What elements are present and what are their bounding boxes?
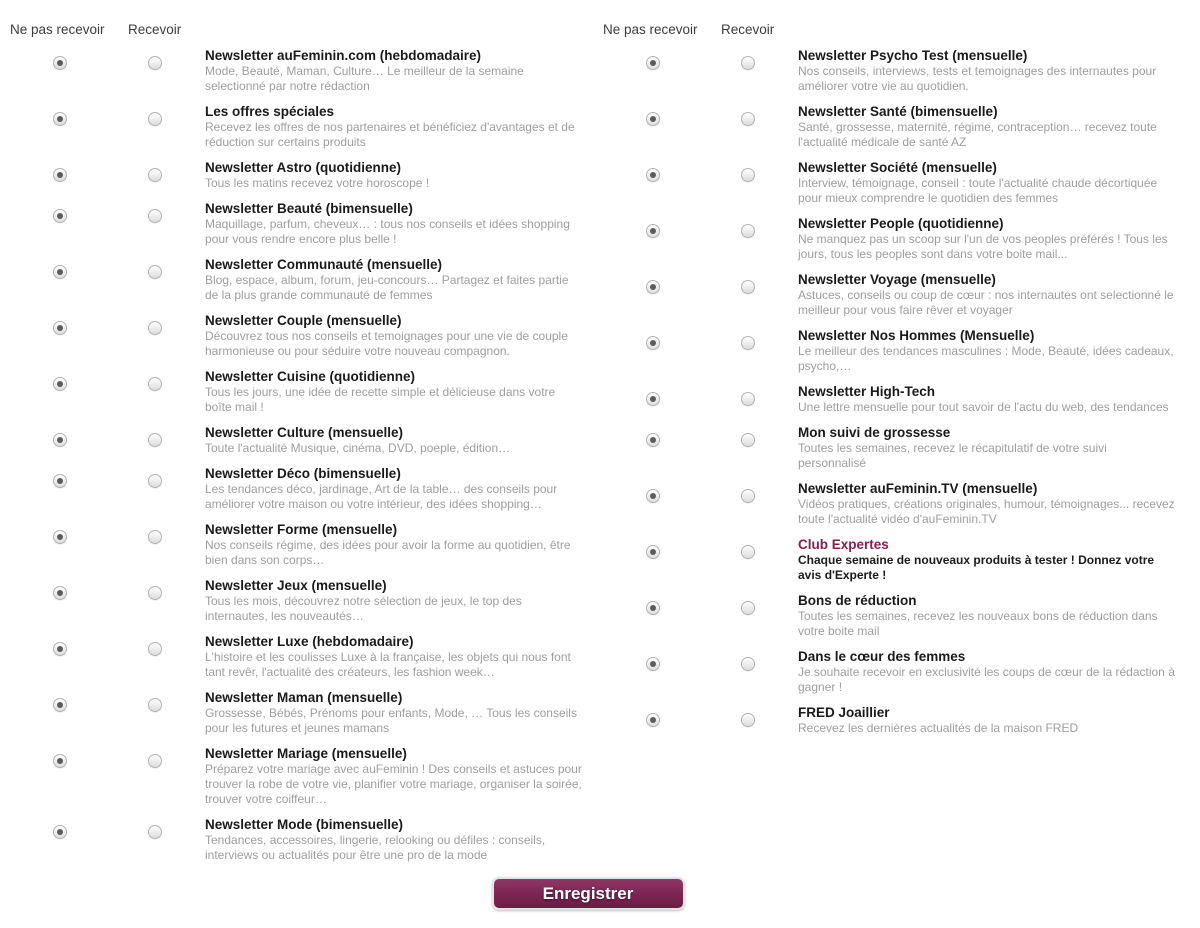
newsletter-title: Newsletter Maman (mensuelle) [205, 690, 403, 705]
radio-recevoir[interactable] [741, 489, 755, 503]
recevoir-cell [110, 521, 200, 568]
newsletter-description: L'histoire et les coulisses Luxe à la française, les objets qui nous font tant revêr, l'actualité des créateurs, les fashion week… [205, 650, 571, 679]
ne-pas-recevoir-cell [603, 159, 703, 206]
newsletter-title: Mon suivi de grossesse [798, 425, 951, 440]
radio-ne-pas-recevoir[interactable] [53, 642, 67, 656]
newsletter-title: Newsletter Santé (bimensuelle) [798, 104, 998, 119]
newsletter-description: Découvrez tous nos conseils et temoignages pour une vie de couple harmonieuse ou pour séduire votre nouveau compagnon. [205, 329, 568, 358]
newsletter-description: Tendances, accessoires, lingerie, relooking ou défiles : conseils, interviews ou actualités pour être une pro de la mode [205, 833, 546, 862]
ne-pas-recevoir-cell [603, 327, 703, 374]
radio-recevoir[interactable] [741, 545, 755, 559]
newsletter-info [200, 521, 583, 568]
newsletter-title: Newsletter Mode (bimensuelle) [205, 817, 404, 832]
newsletter-row [603, 215, 1196, 262]
radio-dot [57, 534, 63, 540]
newsletter-description: Les tendances déco, jardinage, Art de la table… des conseils pour améliorer votre maison ou votre intérieur, des idées shopping… [205, 482, 558, 511]
recevoir-cell [110, 368, 200, 415]
radio-ne-pas-recevoir[interactable] [53, 112, 67, 126]
newsletter-row [10, 312, 603, 359]
radio-recevoir[interactable] [148, 377, 162, 391]
newsletter-description: Blog, espace, album, forum, jeu-concours… Partagez et faites partie de la plus grande communauté de femmes [205, 273, 569, 302]
newsletter-description: Recevez les dernières actualités de la maison FRED [798, 721, 1079, 735]
newsletter-row [10, 47, 603, 94]
recevoir-cell [703, 271, 793, 318]
radio-dot [650, 172, 656, 178]
recevoir-cell [110, 465, 200, 512]
newsletter-row [10, 689, 603, 736]
newsletter-row [603, 536, 1196, 583]
newsletter-row [603, 271, 1196, 318]
radio-dot [650, 605, 656, 611]
ne-pas-recevoir-cell [10, 633, 110, 680]
recevoir-cell [110, 47, 200, 94]
ne-pas-recevoir-cell [603, 103, 703, 150]
ne-pas-recevoir-cell [10, 103, 110, 150]
radio-recevoir[interactable] [148, 698, 162, 712]
newsletter-info [200, 47, 583, 94]
newsletter-title: Newsletter Nos Hommes (Mensuelle) [798, 328, 1035, 343]
radio-dot [650, 396, 656, 402]
ne-pas-recevoir-cell [603, 271, 703, 318]
newsletter-row [10, 368, 603, 415]
newsletter-row [10, 465, 603, 512]
radio-recevoir[interactable] [741, 657, 755, 671]
newsletter-title: Newsletter Voyage (mensuelle) [798, 272, 996, 287]
radio-dot [57, 590, 63, 596]
radio-ne-pas-recevoir[interactable] [646, 713, 660, 727]
newsletter-description: Astuces, conseils ou coup de cœur : nos internautes ont selectionné le meilleur pour vous faire rêver et voyager [798, 288, 1174, 317]
radio-dot [57, 758, 63, 764]
recevoir-cell [110, 577, 200, 624]
recevoir-cell [110, 816, 200, 863]
radio-ne-pas-recevoir[interactable] [53, 754, 67, 768]
newsletter-title: Newsletter Forme (mensuelle) [205, 522, 398, 537]
radio-recevoir[interactable] [741, 224, 755, 238]
ne-pas-recevoir-cell [10, 47, 110, 94]
newsletter-title: Newsletter Couple (mensuelle) [205, 313, 402, 328]
radio-ne-pas-recevoir[interactable] [53, 377, 67, 391]
radio-recevoir[interactable] [148, 530, 162, 544]
newsletter-title: Club Expertes [798, 537, 889, 552]
radio-dot [57, 213, 63, 219]
newsletter-title: Newsletter Luxe (hebdomadaire) [205, 634, 414, 649]
radio-ne-pas-recevoir[interactable] [53, 168, 67, 182]
ne-pas-recevoir-cell [10, 312, 110, 359]
newsletter-row [603, 327, 1196, 374]
newsletter-title: Newsletter Déco (bimensuelle) [205, 466, 401, 481]
newsletter-description: Chaque semaine de nouveaux produits à tester ! Donnez votre avis d'Experte ! [798, 553, 1155, 582]
newsletter-row [10, 816, 603, 863]
radio-dot [650, 717, 656, 723]
radio-dot [57, 116, 63, 122]
radio-dot [650, 60, 656, 66]
ne-pas-recevoir-cell [10, 465, 110, 512]
radio-ne-pas-recevoir[interactable] [53, 825, 67, 839]
newsletter-info [200, 312, 583, 359]
ne-pas-recevoir-cell [10, 368, 110, 415]
radio-ne-pas-recevoir[interactable] [646, 280, 660, 294]
radio-ne-pas-recevoir[interactable] [53, 265, 67, 279]
ne-pas-recevoir-cell [603, 704, 703, 736]
newsletter-row [10, 159, 603, 191]
radio-recevoir[interactable] [148, 265, 162, 279]
radio-recevoir[interactable] [148, 586, 162, 600]
header-ne-pas-recevoir: Ne pas recevoir [10, 22, 105, 37]
newsletter-row [10, 633, 603, 680]
newsletter-info [793, 648, 1176, 695]
newsletter-info [793, 480, 1176, 527]
newsletter-row [603, 424, 1196, 471]
newsletter-title: Bons de réduction [798, 593, 917, 608]
newsletter-row [10, 424, 603, 456]
ne-pas-recevoir-cell [10, 424, 110, 456]
recevoir-cell [110, 745, 200, 807]
newsletter-columns [10, 22, 1200, 872]
radio-recevoir[interactable] [148, 209, 162, 223]
newsletter-info [200, 159, 583, 191]
radio-ne-pas-recevoir[interactable] [53, 209, 67, 223]
radio-dot [57, 381, 63, 387]
recevoir-cell [703, 103, 793, 150]
newsletter-row [10, 200, 603, 247]
newsletter-list-left [10, 47, 603, 863]
recevoir-cell [110, 256, 200, 303]
newsletter-row [603, 592, 1196, 639]
recevoir-cell [110, 159, 200, 191]
newsletter-description: Une lettre mensuelle pour tout savoir de l'actu du web, des tendances [798, 400, 1169, 414]
actions-bar [10, 877, 1200, 928]
radio-ne-pas-recevoir[interactable] [646, 168, 660, 182]
radio-dot [650, 340, 656, 346]
newsletter-description: Mode, Beauté, Maman, Culture… Le meilleur de la semaine selectionné par notre rédaction [205, 64, 524, 93]
newsletter-column-right [603, 22, 1196, 872]
newsletter-description: Santé, grossesse, maternité, régime, contraception… recevez toute l'actualité médicale de santé AZ [798, 120, 1157, 149]
recevoir-cell [703, 424, 793, 471]
newsletter-info [200, 577, 583, 624]
newsletter-description: Tous les mois, découvrez notre sélection de jeux, le top des internautes, les nouveautés… [205, 594, 522, 623]
radio-recevoir[interactable] [741, 392, 755, 406]
column-header-right [603, 22, 1196, 37]
newsletter-title: Newsletter auFeminin.com (hebdomadaire) [205, 48, 482, 63]
newsletter-row [603, 383, 1196, 415]
newsletter-title: Newsletter People (quotidienne) [798, 216, 1004, 231]
recevoir-cell [110, 424, 200, 456]
radio-recevoir[interactable] [741, 336, 755, 350]
newsletter-info [793, 215, 1176, 262]
newsletter-info [793, 271, 1176, 318]
recevoir-cell [703, 327, 793, 374]
newsletter-info [200, 200, 583, 247]
newsletter-info [793, 536, 1176, 583]
radio-dot [650, 493, 656, 499]
newsletter-info [793, 424, 1176, 471]
newsletter-title: Newsletter Jeux (mensuelle) [205, 578, 387, 593]
radio-recevoir[interactable] [148, 56, 162, 70]
radio-recevoir[interactable] [148, 825, 162, 839]
radio-ne-pas-recevoir[interactable] [53, 530, 67, 544]
newsletter-title: Newsletter Société (mensuelle) [798, 160, 997, 175]
radio-ne-pas-recevoir[interactable] [646, 657, 660, 671]
newsletter-description: Tous les matins recevez votre horoscope ! [205, 176, 430, 190]
radio-recevoir[interactable] [148, 112, 162, 126]
radio-ne-pas-recevoir[interactable] [53, 321, 67, 335]
newsletter-description: Grossesse, Bébés, Prénoms pour enfants, Mode, … Tous les conseils pour les futures et jeunes mamans [205, 706, 577, 735]
ne-pas-recevoir-cell [10, 256, 110, 303]
recevoir-cell [703, 648, 793, 695]
newsletter-title: Newsletter Astro (quotidienne) [205, 160, 402, 175]
radio-dot [57, 646, 63, 652]
ne-pas-recevoir-cell [10, 159, 110, 191]
radio-recevoir[interactable] [741, 168, 755, 182]
newsletter-info [793, 327, 1176, 374]
newsletter-info [200, 256, 583, 303]
radio-dot [57, 702, 63, 708]
recevoir-cell [703, 383, 793, 415]
newsletter-row [603, 47, 1196, 94]
radio-recevoir[interactable] [148, 474, 162, 488]
radio-ne-pas-recevoir[interactable] [646, 112, 660, 126]
ne-pas-recevoir-cell [603, 592, 703, 639]
radio-dot [650, 116, 656, 122]
radio-recevoir[interactable] [741, 601, 755, 615]
radio-dot [650, 549, 656, 555]
radio-ne-pas-recevoir[interactable] [53, 586, 67, 600]
ne-pas-recevoir-cell [10, 745, 110, 807]
newsletter-info [793, 159, 1176, 206]
radio-dot [57, 269, 63, 275]
radio-dot [57, 478, 63, 484]
newsletter-info [793, 592, 1176, 639]
radio-ne-pas-recevoir[interactable] [646, 224, 660, 238]
newsletter-info [793, 47, 1176, 94]
newsletter-description: Nos conseils régime, des idées pour avoir la forme au quotidien, être bien dans son corps… [205, 538, 571, 567]
ne-pas-recevoir-cell [10, 816, 110, 863]
ne-pas-recevoir-cell [10, 200, 110, 247]
column-header-left [10, 22, 603, 37]
radio-recevoir[interactable] [741, 56, 755, 70]
radio-ne-pas-recevoir[interactable] [53, 474, 67, 488]
newsletter-info [793, 383, 1176, 415]
newsletter-row [10, 577, 603, 624]
radio-dot [57, 172, 63, 178]
ne-pas-recevoir-cell [603, 215, 703, 262]
newsletter-title: Newsletter Mariage (mensuelle) [205, 746, 407, 761]
recevoir-cell [110, 312, 200, 359]
recevoir-cell [703, 159, 793, 206]
newsletter-description: Toutes les semaines, recevez les nouveaux bons de réduction dans votre boite mail [798, 609, 1158, 638]
ne-pas-recevoir-cell [603, 47, 703, 94]
radio-recevoir[interactable] [741, 433, 755, 447]
newsletter-title: FRED Joaillier [798, 705, 890, 720]
radio-dot [57, 437, 63, 443]
newsletter-title: Newsletter Communauté (mensuelle) [205, 257, 443, 272]
newsletter-description: Nos conseils, interviews, tests et temoignages des internautes pour améliorer votre vie au quotidien. [798, 64, 1157, 93]
newsletter-row [603, 480, 1196, 527]
newsletter-title: Newsletter auFeminin.TV (mensuelle) [798, 481, 1038, 496]
recevoir-cell [703, 704, 793, 736]
radio-ne-pas-recevoir[interactable] [646, 489, 660, 503]
newsletter-info [200, 424, 583, 456]
newsletter-description: Maquillage, parfum, cheveux… : tous nos conseils et idées shopping pour vous rendre encore plus belle ! [205, 217, 570, 246]
recevoir-cell [110, 633, 200, 680]
ne-pas-recevoir-cell [603, 383, 703, 415]
radio-recevoir[interactable] [148, 321, 162, 335]
newsletter-description: Toutes les semaines, recevez le récapitulatif de votre suivi personnalisé [798, 441, 1107, 470]
radio-dot [650, 284, 656, 290]
header-recevoir: Recevoir [721, 22, 775, 37]
radio-dot [57, 60, 63, 66]
radio-ne-pas-recevoir[interactable] [646, 392, 660, 406]
radio-ne-pas-recevoir[interactable] [646, 336, 660, 350]
newsletter-row [603, 648, 1196, 695]
newsletter-row [10, 521, 603, 568]
radio-recevoir[interactable] [148, 754, 162, 768]
radio-dot [650, 228, 656, 234]
radio-dot [57, 325, 63, 331]
newsletter-description: Préparez votre mariage avec auFeminin ! Des conseils et astuces pour trouver la robe de votre vie, planifier votre mariage, organiser la soirée, trouver votre coiffeur… [205, 762, 582, 806]
recevoir-cell [110, 689, 200, 736]
recevoir-cell [110, 103, 200, 150]
radio-ne-pas-recevoir[interactable] [646, 545, 660, 559]
newsletter-row [10, 745, 603, 807]
newsletter-title: Newsletter Cuisine (quotidienne) [205, 369, 416, 384]
newsletter-title: Newsletter Culture (mensuelle) [205, 425, 404, 440]
newsletter-row [603, 704, 1196, 736]
newsletter-description: Je souhaite recevoir en exclusivité les coups de cœur de la rédaction à gagner ! [798, 665, 1175, 694]
newsletter-info [200, 745, 583, 807]
newsletter-title: Les offres spéciales [205, 104, 335, 119]
newsletter-row [10, 256, 603, 303]
newsletter-info [200, 368, 583, 415]
newsletter-row [603, 103, 1196, 150]
radio-dot [650, 661, 656, 667]
newsletter-info [200, 689, 583, 736]
radio-ne-pas-recevoir[interactable] [53, 698, 67, 712]
header-ne-pas-recevoir: Ne pas recevoir [603, 22, 698, 37]
newsletter-info [793, 704, 1176, 736]
radio-recevoir[interactable] [148, 168, 162, 182]
recevoir-cell [703, 47, 793, 94]
ne-pas-recevoir-cell [603, 536, 703, 583]
radio-ne-pas-recevoir[interactable] [53, 56, 67, 70]
recevoir-cell [110, 200, 200, 247]
ne-pas-recevoir-cell [10, 521, 110, 568]
newsletter-info [200, 103, 583, 150]
radio-recevoir[interactable] [148, 433, 162, 447]
newsletter-title: Newsletter High-Tech [798, 384, 936, 399]
newsletter-row [10, 103, 603, 150]
newsletter-info [200, 633, 583, 680]
ne-pas-recevoir-cell [10, 577, 110, 624]
newsletter-title: Newsletter Psycho Test (mensuelle) [798, 48, 1028, 63]
newsletter-description: Recevez les offres de nos partenaires et bénéficiez d'avantages et de réduction sur certains produits [205, 120, 575, 149]
newsletter-description: Interview, témoignage, conseil : toute l'actualité chaude décortiquée pour mieux comprendre le quotidien des femmes [798, 176, 1158, 205]
newsletter-title: Dans le cœur des femmes [798, 649, 966, 664]
ne-pas-recevoir-cell [603, 424, 703, 471]
radio-ne-pas-recevoir[interactable] [646, 601, 660, 615]
radio-recevoir[interactable] [741, 280, 755, 294]
newsletter-description: Ne manquez pas un scoop sur l'un de vos peoples préférés ! Tous les jours, tous les peoples sont dans votre boite mail... [798, 232, 1168, 261]
newsletter-row [603, 159, 1196, 206]
radio-ne-pas-recevoir[interactable] [646, 56, 660, 70]
ne-pas-recevoir-cell [10, 689, 110, 736]
recevoir-cell [703, 215, 793, 262]
radio-recevoir[interactable] [741, 713, 755, 727]
radio-ne-pas-recevoir[interactable] [646, 433, 660, 447]
ne-pas-recevoir-cell [603, 480, 703, 527]
newsletter-description: Toute l'actualité Musique, cinéma, DVD, poeple, édition… [205, 441, 511, 455]
save-button[interactable]: Enregistrer [492, 877, 685, 910]
recevoir-cell [703, 592, 793, 639]
radio-recevoir[interactable] [148, 642, 162, 656]
radio-dot [650, 437, 656, 443]
recevoir-cell [703, 480, 793, 527]
newsletter-description: Vidéos pratiques, créations originales, humour, témoignages... recevez toute l'actualité vidéo d'auFeminin.TV [798, 497, 1175, 526]
radio-dot [57, 829, 63, 835]
newsletter-list-right [603, 47, 1196, 736]
newsletter-description: Tous les jours, une idée de recette simple et délicieuse dans votre boîte mail ! [205, 385, 556, 414]
radio-ne-pas-recevoir[interactable] [53, 433, 67, 447]
newsletter-info [793, 103, 1176, 150]
newsletter-description: Le meilleur des tendances masculines : Mode, Beauté, idées cadeaux, psycho,… [798, 344, 1174, 373]
newsletter-info [200, 465, 583, 512]
newsletter-column-left [10, 22, 603, 872]
radio-recevoir[interactable] [741, 112, 755, 126]
header-recevoir: Recevoir [128, 22, 182, 37]
newsletter-info [200, 816, 583, 863]
recevoir-cell [703, 536, 793, 583]
newsletter-title: Newsletter Beauté (bimensuelle) [205, 201, 413, 216]
ne-pas-recevoir-cell [603, 648, 703, 695]
